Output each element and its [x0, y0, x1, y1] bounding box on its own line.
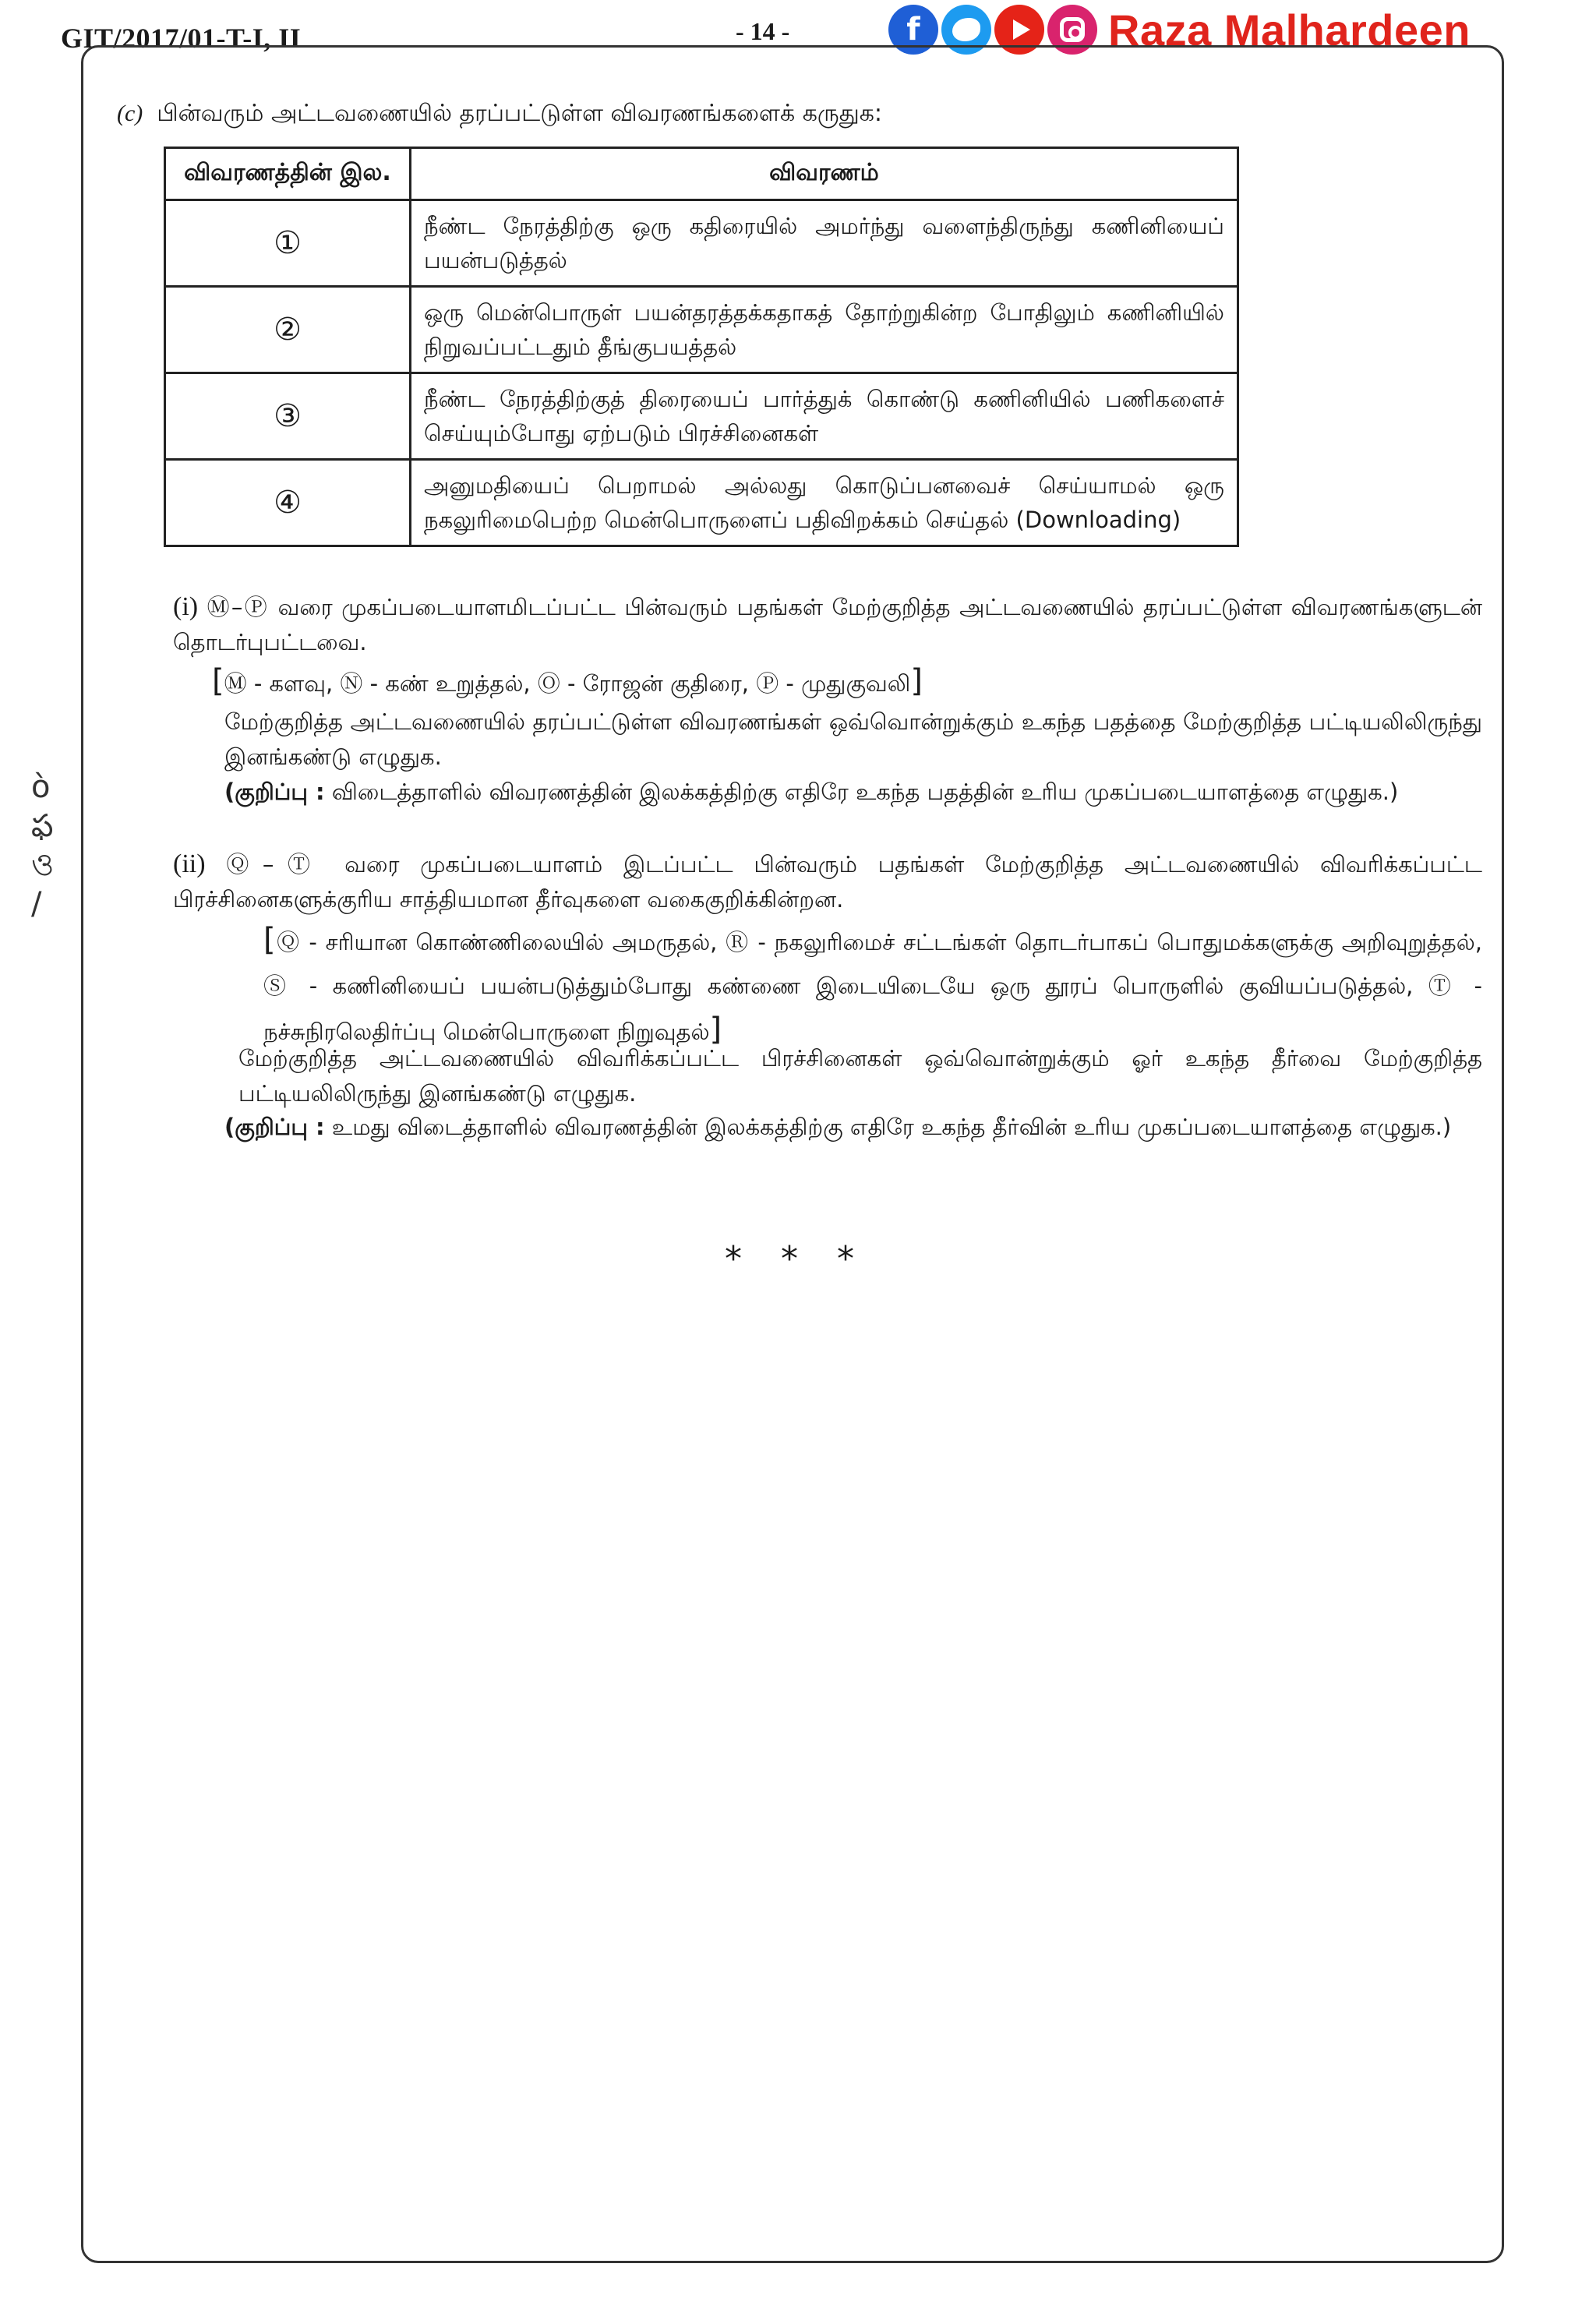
part-ii-note [224, 1110, 1482, 1145]
row-number: ③ [165, 373, 411, 460]
table-header-description: விவரணம் [411, 148, 1238, 200]
table-row [165, 373, 1238, 460]
part-i-note-text: விடைத்தாளில் விவரணத்தின் இலக்கத்திற்கு எதிரே உகந்த பதத்தின் உரிய முகப்படையாளத்தை எழுதுக.) [331, 779, 1399, 805]
part-ii-label: (ii) [173, 849, 206, 878]
page-number: - 14 - [736, 17, 790, 45]
part-i-instruction: மேற்குறித்த அட்டவணையில் தரப்பட்டுள்ள விவரணங்கள் ஒவ்வொன்றுக்கும் உகந்த பதத்தை மேற்குறித்த பட்டியலிலிருந்து இனங்கண்டு எழுதுக. [224, 708, 1482, 770]
part-ii-note-text: உமது விடைத்தாளில் விவரணத்தின் இலக்கத்திற்கு எதிரே உகந்த தீர்வின் உரிய முகப்படையாளத்தை எழுதுக.) [331, 1114, 1452, 1140]
part-ii-intro-text: Ⓠ–Ⓣ வரை முகப்படையாளம் இடப்பட்ட பின்வரும் பதங்கள் மேற்குறித்த அட்டவணையில் விவரிக்கப்பட்ட பிரச்சினைகளுக்குரிய சாத்தியமான தீர்வுகளை வகைகுறிக்கின்றன. [173, 851, 1482, 913]
part-ii-terms: [Ⓠ - சரியான கொண்ணிலையில் அமருதல், Ⓡ - நகலுரிமைச் சட்டங்கள் தொடர்பாகப் பொதுமக்களுக்கு அறிவுறுத்தல், Ⓢ - கணினியைப் பயன்படுத்தும்போது கண்ணை இடையிடையே ஒரு தூரப் பொருளில் குவியப்படுத்தல், Ⓣ - நச்சுநிரலெதிர்ப்பு மென்பொருளை நிறுவுதல்] [263, 922, 1482, 1047]
part-i-terms: [Ⓜ - களவு, Ⓝ - கண் உறுத்தல், Ⓞ - ரோஜன் குதிரை, Ⓟ - முதுகுவலி] [212, 663, 923, 699]
part-i-note-label: (குறிப்பு : [224, 779, 325, 805]
row-description: ஒரு மென்பொருள் பயன்தரத்தக்கதாகத் தோற்றுகின்ற போதிலும் கணினியில் நிறுவப்பட்டதும் தீங்குபயத்தல் [411, 287, 1238, 373]
part-ii-note-label: (குறிப்பு : [224, 1114, 325, 1140]
facebook-icon: f [888, 5, 938, 55]
row-description: நீண்ட நேரத்திற்கு ஒரு கதிரையில் அமர்ந்து வளைந்திருந்து கணினியைப் பயன்படுத்தல் [411, 200, 1238, 287]
part-ii-instruction: மேற்குறித்த அட்டவணையில் விவரிக்கப்பட்ட பிரச்சினைகள் ஒவ்வொன்றுக்கும் ஓர் உகந்த தீர்வை மேற்குறித்த பட்டியலிலிருந்து இனங்கண்டு எழுதுக. [238, 1045, 1482, 1107]
table-row [165, 200, 1238, 287]
paper-code: GIT/2017/01-T-I, II [61, 23, 302, 54]
row-number: ① [165, 200, 411, 287]
part-i-intro-text: Ⓜ–Ⓟ வரை முகப்படையாளமிடப்பட்ட பின்வரும் பதங்கள் மேற்குறித்த அட்டவணையில் தரப்பட்டுள்ள விவரணங்களுடன் தொடர்புபட்டவை. [173, 594, 1482, 655]
row-number: ④ [165, 460, 411, 546]
part-i-terms-text: Ⓜ - களவு, Ⓝ - கண் உறுத்தல், Ⓞ - ரோஜன் குதிரை, Ⓟ - முதுகுவலி [224, 670, 911, 697]
part-i-note [224, 775, 1482, 810]
table-header-row [165, 148, 1238, 200]
section-c-intro [117, 100, 882, 130]
part-i-label: (i) [173, 592, 199, 621]
margin-scribbles: ò ఫ ও / [31, 769, 55, 922]
description-table [164, 147, 1239, 547]
part-ii-terms-text: Ⓠ - சரியான கொண்ணிலையில் அமருதல், Ⓡ - நகலுரிமைச் சட்டங்கள் தொடர்பாகப் பொதுமக்களுக்கு அறிவுறுத்தல், Ⓢ - கணினியைப் பயன்படுத்தும்போது கண்ணை இடையிடையே ஒரு தூரப் பொருளில் குவியப்படுத்தல், Ⓣ - நச்சுநிரலெதிர்ப்பு மென்பொருளை நிறுவுதல் [263, 929, 1482, 1045]
table-header-number: விவரணத்தின் இல. [165, 148, 411, 200]
row-number: ② [165, 287, 411, 373]
end-of-paper-mark: * * * [725, 1239, 868, 1279]
row-description: அனுமதியைப் பெறாமல் அல்லது கொடுப்பனவைச் செய்யாமல் ஒரு நகலுரிமைபெற்ற மென்பொருளைப் பதிவிறக்கம் செய்தல் (Downloading) [411, 460, 1238, 546]
part-ii-intro [173, 846, 1482, 917]
table-row [165, 460, 1238, 546]
row-description: நீண்ட நேரத்திற்குத் திரையைப் பார்த்துக் கொண்டு கணினியில் பணிகளைச் செய்யும்போது ஏற்படும் பிரச்சினைகள் [411, 373, 1238, 460]
brand-name: Raza Malhardeen [1108, 5, 1471, 55]
section-c-label: (c) [117, 101, 143, 126]
table-row [165, 287, 1238, 373]
section-c-intro-text: பின்வரும் அட்டவணையில் தரப்பட்டுள்ள விவரணங்களைக் கருதுக: [157, 100, 883, 127]
part-i-intro [173, 589, 1482, 660]
